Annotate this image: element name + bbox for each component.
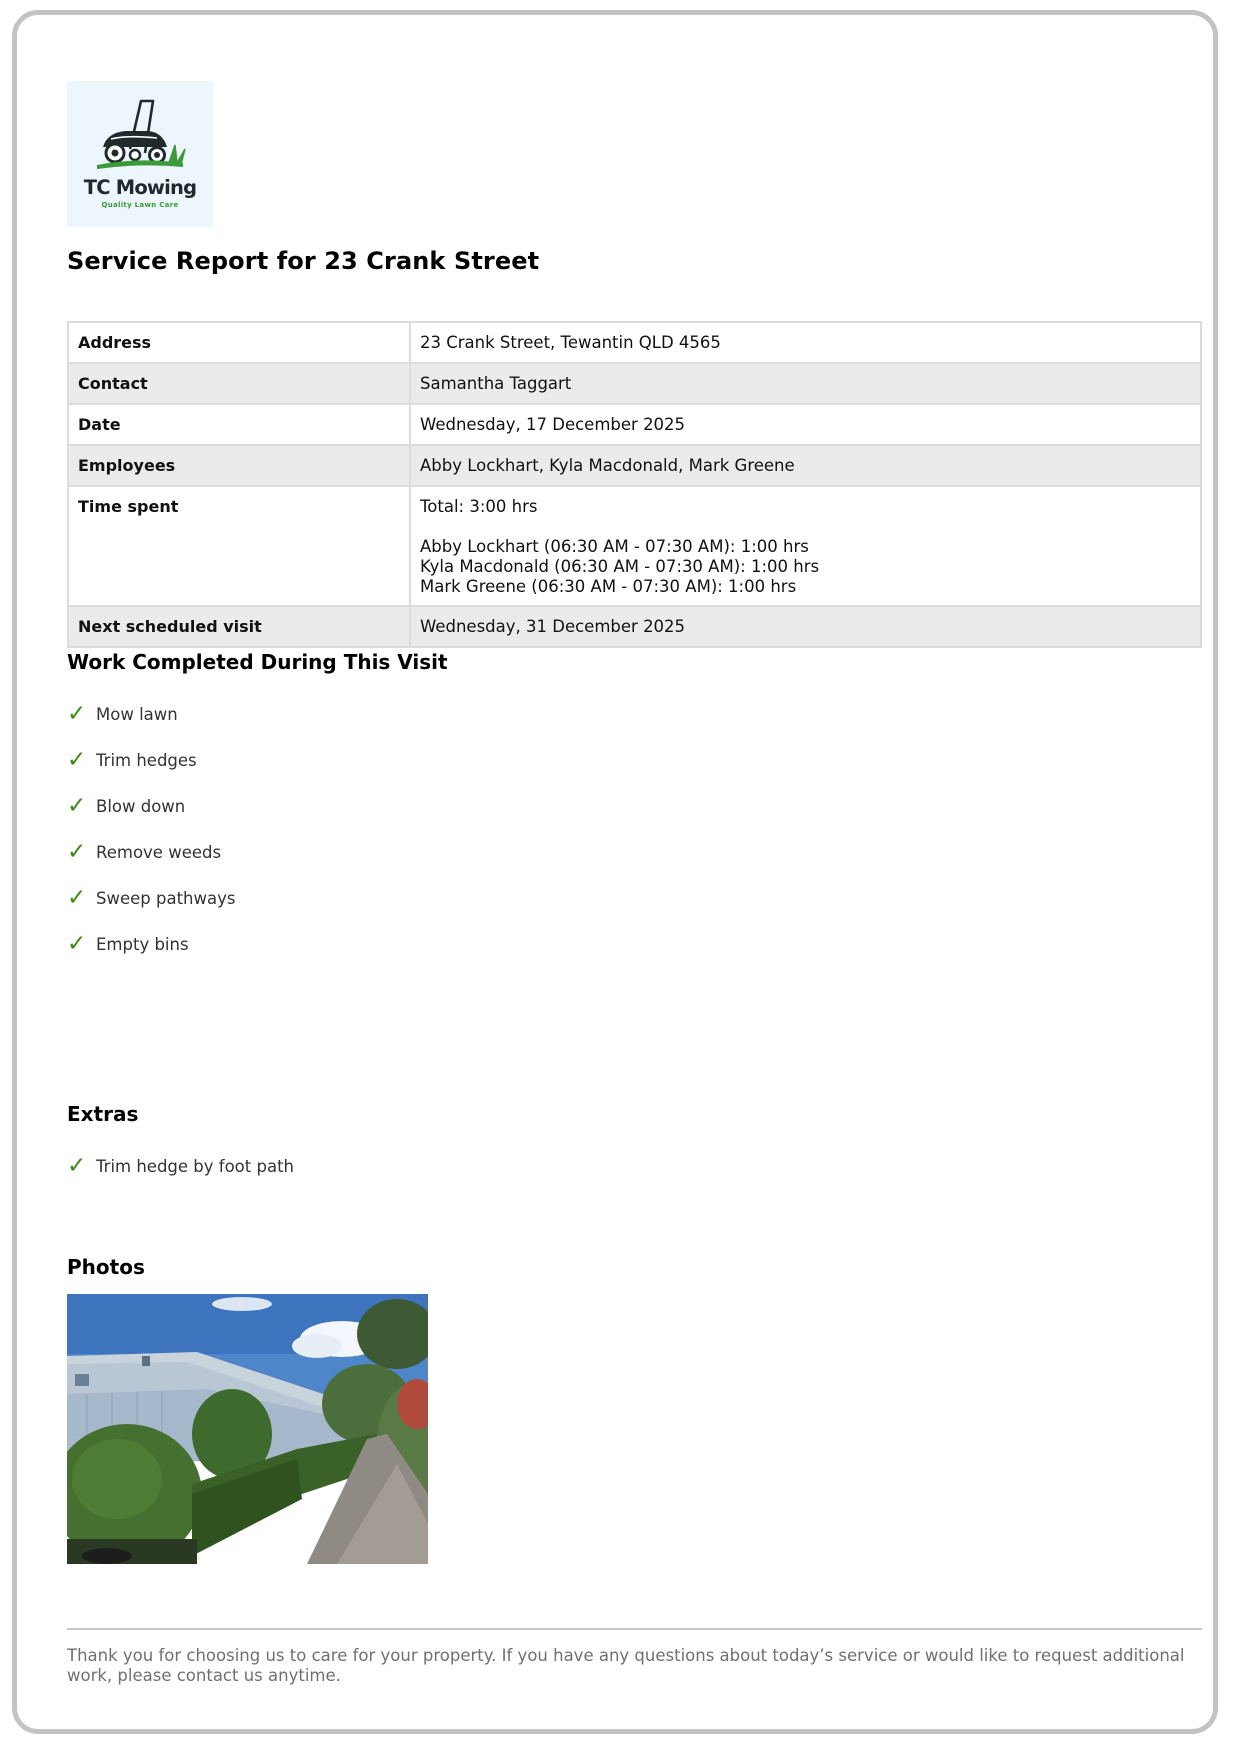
list-item: [67, 783, 235, 829]
company-logo: [67, 81, 213, 227]
lawn-mower-logo-icon: [67, 81, 213, 227]
logo-tagline: Quality Lawn Care: [101, 201, 179, 209]
time-spent-label: Time spent: [68, 486, 410, 606]
table-row: [68, 606, 1201, 647]
check-icon: ✓: [67, 792, 87, 819]
check-icon: ✓: [67, 930, 87, 957]
list-item: [67, 829, 235, 875]
list-item: [67, 737, 235, 783]
table-row: [68, 322, 1201, 363]
contact-value: Samantha Taggart: [410, 363, 1201, 404]
work-item-label: Blow down: [96, 796, 186, 816]
footer-divider: [67, 1628, 1202, 1630]
list-item: [67, 691, 235, 737]
extras-heading: Extras: [67, 1102, 139, 1126]
site-photo-image: [67, 1294, 428, 1564]
work-item-label: Trim hedges: [96, 750, 197, 770]
date-value: Wednesday, 17 December 2025: [410, 404, 1201, 445]
check-icon: ✓: [67, 746, 87, 773]
report-frame: [12, 10, 1218, 1734]
page-title: Service Report for 23 Crank Street: [67, 247, 540, 275]
check-icon: ✓: [67, 700, 87, 727]
date-label: Date: [68, 404, 410, 445]
footer-note: Thank you for choosing us to care for your property. If you have any questions about today’s service or would like to request additional work, please contact us anytime.: [67, 1646, 1185, 1685]
work-item-label: Mow lawn: [96, 704, 178, 724]
address-label: Address: [68, 322, 410, 363]
table-row: [68, 445, 1201, 486]
check-icon: ✓: [67, 884, 87, 911]
check-icon: ✓: [67, 838, 87, 865]
table-row: [68, 486, 1201, 606]
check-icon: ✓: [67, 1152, 87, 1179]
next-visit-label: Next scheduled visit: [68, 606, 410, 647]
contact-label: Contact: [68, 363, 410, 404]
logo-name: TC Mowing: [83, 176, 197, 199]
work-item-label: Sweep pathways: [96, 888, 236, 908]
work-item-label: Remove weeds: [96, 842, 222, 862]
work-completed-heading: Work Completed During This Visit: [67, 650, 448, 674]
time-entry: Kyla Macdonald (06:30 AM - 07:30 AM): 1:00 hrs: [420, 557, 820, 576]
time-entry: Abby Lockhart (06:30 AM - 07:30 AM): 1:00 hrs: [420, 537, 809, 556]
service-details-table: [67, 321, 1202, 648]
list-item: [67, 921, 235, 967]
next-visit-value: Wednesday, 31 December 2025: [410, 606, 1201, 647]
site-photo[interactable]: [67, 1294, 428, 1564]
table-row: [68, 363, 1201, 404]
employees-label: Employees: [68, 445, 410, 486]
time-entry: Mark Greene (06:30 AM - 07:30 AM): 1:00 hrs: [420, 577, 797, 596]
work-completed-list: [67, 691, 235, 967]
table-row: [68, 404, 1201, 445]
work-item-label: Empty bins: [96, 934, 189, 954]
list-item: [67, 1143, 294, 1189]
time-spent-value: [410, 486, 1201, 606]
employees-value: Abby Lockhart, Kyla Macdonald, Mark Greene: [410, 445, 1201, 486]
photos-heading: Photos: [67, 1255, 145, 1279]
extras-item-label: Trim hedge by foot path: [96, 1156, 294, 1176]
address-value: 23 Crank Street, Tewantin QLD 4565: [410, 322, 1201, 363]
list-item: [67, 875, 235, 921]
time-total: Total: 3:00 hrs: [420, 497, 538, 516]
extras-list: [67, 1143, 294, 1189]
